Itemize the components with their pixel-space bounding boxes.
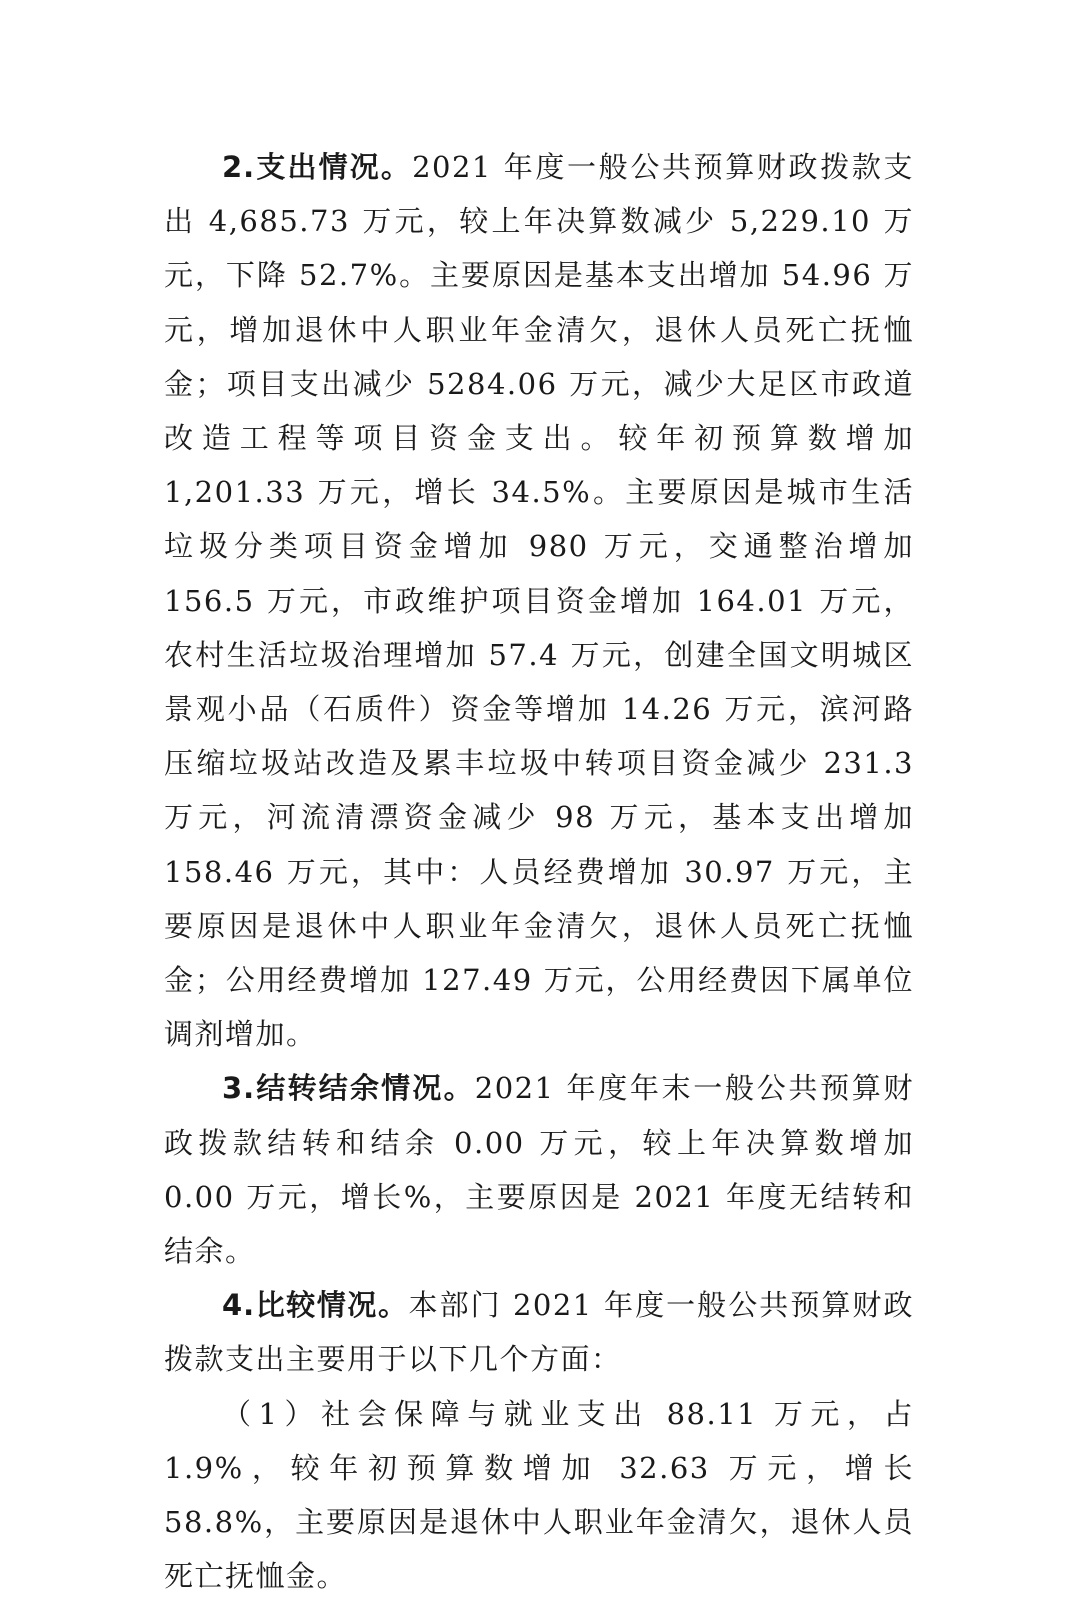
paragraph-carryover bbox=[164, 1061, 914, 1278]
paragraph-comparison-text: 本部门 2021 年度一般公共预算财政拨款支出主要用于以下几个方面： bbox=[164, 1288, 914, 1377]
heading-carryover: 3.结转结余情况。 bbox=[222, 1071, 475, 1106]
paragraph-social-security bbox=[164, 1387, 914, 1603]
heading-expenditure: 2.支出情况。 bbox=[222, 150, 413, 184]
paragraph-expenditure-text: 2021 年度一般公共预算财政拨款支出 4,685.73 万元，较上年决算数减少 5,229.10 万元，下降 52.7%。主要原因是基本支出增加 54.96 万元，增加退休中人职业年金清欠，退休人员死亡抚恤金；项目支出减少 5284.06 万元，减少大足区市政道改造工程等项目资金支出。较年初预算数增加 1,201.33 万元，增长 34.5%。主要原因是城市生活垃圾分类项目资金增加 980 万元，交通整治增加 156.5 万元，市政维护项目资金增加 164.01 万元，农村生活垃圾治理增加 57.4 万元，创建全国文明城区景观小品（石质件）资金等增加 14.26 万元，滨河路压缩垃圾站改造及累丰垃圾中转项目资金减少 231.3 万元，河流清漂资金减少 98 万元，基本支出增加 158.46 万元，其中：人员经费增加 30.97 万元，主要原因是退休中人职业年金清欠，退休人员死亡抚恤金；公用经费增加 127.49 万元，公用经费因下属单位调剂增加。 bbox=[164, 150, 914, 1052]
document-page bbox=[164, 140, 914, 1603]
paragraph-comparison bbox=[164, 1278, 914, 1386]
paragraph-social-security-text: （1）社会保障与就业支出 88.11 万元，占 1.9%，较年初预算数增加 32.63 万元，增长 58.8%，主要原因是退休中人职业年金清欠，退休人员死亡抚恤金。 bbox=[164, 1396, 914, 1594]
paragraph-carryover-text: 2021 年度年末一般公共预算财政拨款结转和结余 0.00 万元，较上年决算数增加 0.00 万元，增长%，主要原因是 2021 年度无结转和结余。 bbox=[164, 1071, 914, 1269]
paragraph-expenditure bbox=[164, 140, 914, 1061]
heading-comparison: 4.比较情况。 bbox=[222, 1288, 409, 1323]
